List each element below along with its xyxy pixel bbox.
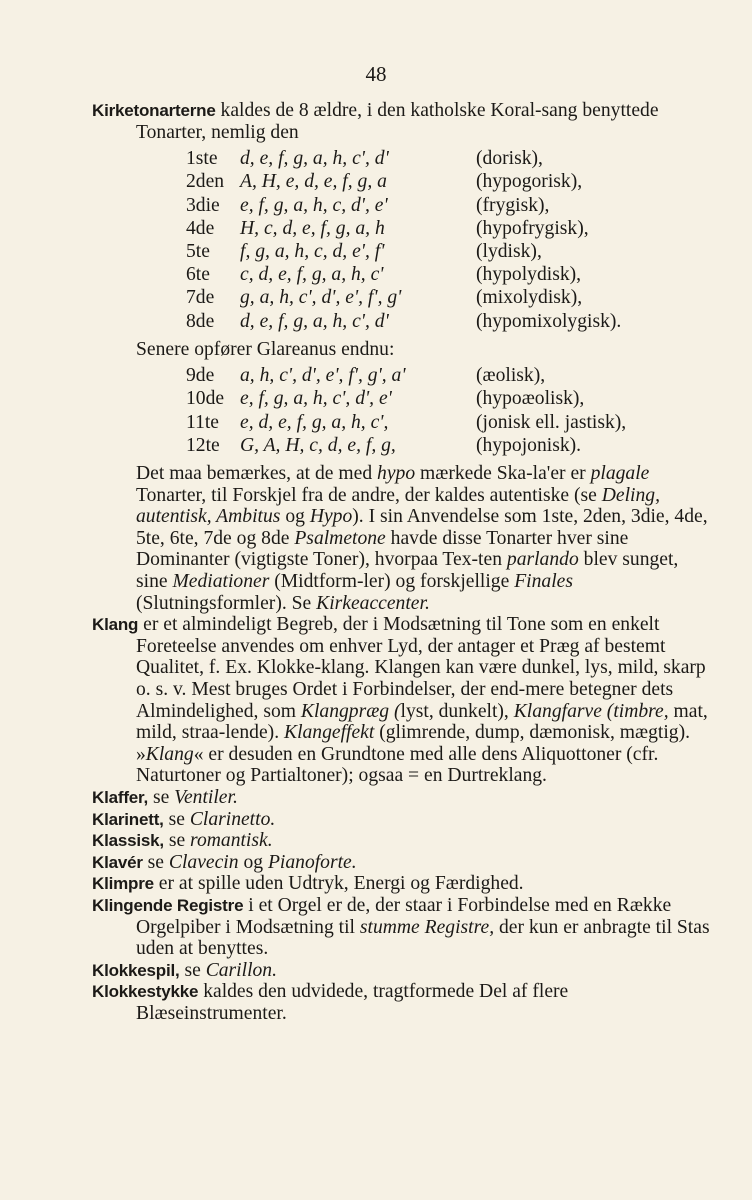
italic-term: parlando: [506, 549, 579, 571]
italic-term: stumme Registre,: [359, 916, 495, 938]
mode-notes: G, A, H, c, d, e, f, g,: [240, 434, 396, 456]
mode-number: 6te: [186, 264, 210, 286]
mode-number: 5te: [186, 240, 210, 262]
mode-notes: A, H, e, d, e, f, g, a: [240, 171, 387, 193]
text: og: [280, 506, 310, 528]
mode-number: 4de: [186, 217, 215, 239]
mode-name: (hypomixolygisk).: [476, 310, 622, 332]
mode-name: (frygisk),: [476, 194, 550, 216]
entry-klimpre: [92, 873, 714, 895]
mode-row: [186, 264, 621, 287]
mode-name: (dorisk),: [476, 148, 543, 170]
mode-row: [186, 218, 621, 241]
mode-notes: e, f, g, a, h, c', d', e': [240, 388, 392, 410]
italic-term: plagale: [590, 463, 650, 485]
mode-notes: e, d, e, f, g, a, h, c',: [240, 411, 389, 433]
mode-notes: g, a, h, c', d', e', f', g': [240, 287, 402, 309]
mode-row: [186, 412, 626, 435]
cross-reference: Pianoforte.: [267, 851, 357, 873]
entry-kirketonarterne: [92, 100, 714, 143]
entry-klaffer: [92, 787, 714, 809]
text: kaldes den udvidede, tragtformede Del af flere Blæseinstrumenter.: [136, 981, 569, 1024]
mode-number: 12te: [186, 434, 220, 456]
mode-name: (mixolydisk),: [476, 287, 583, 309]
mode-row: [186, 388, 626, 411]
mode-row: [186, 148, 621, 171]
italic-term: Finales: [514, 571, 573, 592]
italic-term: Klang: [145, 743, 194, 765]
entry-klaver: [92, 852, 714, 874]
mode-number: 3die: [186, 194, 220, 216]
italic-term: Klangpræg (: [300, 700, 401, 722]
headword: Klassisk,: [92, 831, 164, 851]
cross-reference: Clarinetto.: [189, 808, 276, 830]
glareanus-line: Senere opfører Glareanus endnu:: [136, 338, 395, 360]
entry-klang: [92, 614, 714, 787]
italic-term: Deling, autentisk, Ambitus: [136, 484, 660, 528]
mode-name: (æolisk),: [476, 365, 546, 387]
mode-name: (jonisk ell. jastisk),: [476, 411, 627, 433]
mode-row: [186, 287, 621, 310]
page-content: [92, 100, 714, 1024]
italic-term: Psalmetone: [294, 527, 386, 549]
mode-name: (hypofrygisk),: [476, 217, 589, 239]
headword: Klokkestykke: [92, 982, 199, 1002]
italic-term: Klangfarve (timbre,: [513, 700, 669, 722]
mode-number: 11te: [186, 411, 220, 433]
mode-name: (hypojonisk).: [476, 434, 582, 456]
text: se: [148, 786, 175, 808]
headword: Klimpre: [92, 874, 154, 894]
entry-klarinett: [92, 809, 714, 831]
mode-name: (hypogorisk),: [476, 171, 583, 193]
headword: Klingende Registre: [92, 895, 244, 915]
italic-term: Klangeffekt: [284, 722, 375, 744]
mode-row: [186, 365, 626, 388]
headword: Klaffer,: [92, 787, 149, 807]
entry-klassisk: [92, 830, 714, 852]
italic-term: Kirkeaccenter.: [316, 592, 430, 614]
entry-klokkestykke: [92, 981, 714, 1024]
mode-notes: d, e, f, g, a, h, c', d': [240, 148, 389, 170]
text: se: [163, 808, 190, 830]
text: i et Orgel er de, der staar i Forbindelse med en Række Orgelpiber i Modsætning til: [136, 894, 672, 938]
mode-row: [186, 171, 621, 194]
mode-row: [186, 195, 621, 218]
italic-term: hypo: [377, 463, 416, 485]
mode-row: [186, 311, 621, 334]
text: mat, mild, straa-lende).: [136, 700, 708, 744]
paragraph-plagal: [92, 463, 714, 614]
mode-name: (lydisk),: [476, 240, 542, 262]
text: mærkede Ska-la'er er: [415, 463, 591, 485]
cross-reference: romantisk.: [190, 830, 273, 852]
headword: Klokkespil,: [92, 960, 180, 980]
text: ). I sin Anvendelse som 1ste, 2den, 3die, 4de, 5te, 6te, 7de og 8de: [136, 506, 708, 549]
glareanus-modes-table: [186, 365, 626, 458]
mode-name: (hypolydisk),: [476, 264, 582, 286]
headword: Klarinett,: [92, 809, 164, 829]
mode-notes: f, g, a, h, c, d, e', f': [240, 240, 385, 262]
text: (Midtform-ler) og forskjellige: [269, 571, 515, 592]
text: Det maa bemærkes, at de med: [136, 463, 378, 485]
text: se: [179, 959, 206, 981]
headword: Kirketonarterne: [92, 101, 216, 120]
italic-term: Mediationer: [172, 571, 270, 592]
cross-reference: Clavecin: [168, 851, 239, 873]
mode-row: [186, 435, 626, 458]
mode-notes: H, c, d, e, f, g, a, h: [240, 217, 385, 239]
text: blev sunget, sine: [136, 549, 679, 592]
mode-row: [186, 241, 621, 264]
headword: Klavér: [92, 852, 143, 872]
text: der kun er anbragte til Stas uden at benyttes.: [136, 916, 710, 960]
text: er at spille uden Udtryk, Energi og Færdighed.: [153, 873, 524, 895]
text: er et almindeligt Begreb, der i Modsætning til Tone som en enkelt Foreteelse anvendes om enhver Lyd, der antager et Præg af bestemt Qualitet, f. Ex. Klokke-klang. Klangen kan være dunkel, lys, mild, skarp o. s. v. Mest bruges Ordet i Forbindelser, der end-mere betegner dets Almindelighed, som: [136, 614, 706, 722]
mode-number: 1ste: [186, 148, 218, 170]
text: og: [238, 851, 268, 873]
italic-term: Hypo: [309, 506, 353, 528]
cross-reference: Carillon.: [205, 959, 278, 981]
church-modes-table: [186, 148, 621, 334]
page-number: 48: [365, 62, 387, 86]
text: lyst, dunkelt),: [400, 700, 514, 722]
mode-number: 10de: [186, 388, 225, 410]
mode-number: 7de: [186, 287, 215, 309]
headword: Klang: [92, 615, 139, 635]
mode-name: (hypoæolisk),: [476, 388, 585, 410]
entry-klokkespil: [92, 960, 714, 982]
mode-number: 8de: [186, 310, 215, 332]
mode-notes: c, d, e, f, g, a, h, c': [240, 264, 384, 286]
text: havde disse Tonarter hver sine Dominanter (vigtigste Toner), hvorpaa Tex-ten: [136, 527, 629, 571]
mode-number: 9de: [186, 365, 215, 387]
mode-notes: e, f, g, a, h, c, d', e': [240, 194, 388, 216]
text: se: [142, 851, 169, 873]
text: (Slutningsformler). Se: [136, 592, 317, 614]
mode-number: 2den: [186, 171, 225, 193]
text: (glimrende, dump, dæmonisk, mægtig). »: [136, 722, 690, 765]
mode-notes: a, h, c', d', e', f', g', a': [240, 365, 406, 387]
mode-notes: d, e, f, g, a, h, c', d': [240, 310, 389, 332]
cross-reference: Ventiler.: [174, 786, 238, 808]
entry-klingende-registre: [92, 895, 714, 960]
text: Tonarter, til Forskjel fra de andre, der kaldes autentiske (se: [136, 484, 602, 506]
text: se: [163, 830, 191, 852]
text: « er desuden en Grundtone med alle dens Aliquottoner (cfr. Naturtoner og Partialtoner); ogsaa = en Durtreklang.: [136, 743, 659, 787]
entry-text: kaldes de 8 ældre, i den katholske Koral-sang benyttede Tonarter, nemlig den: [136, 100, 659, 143]
